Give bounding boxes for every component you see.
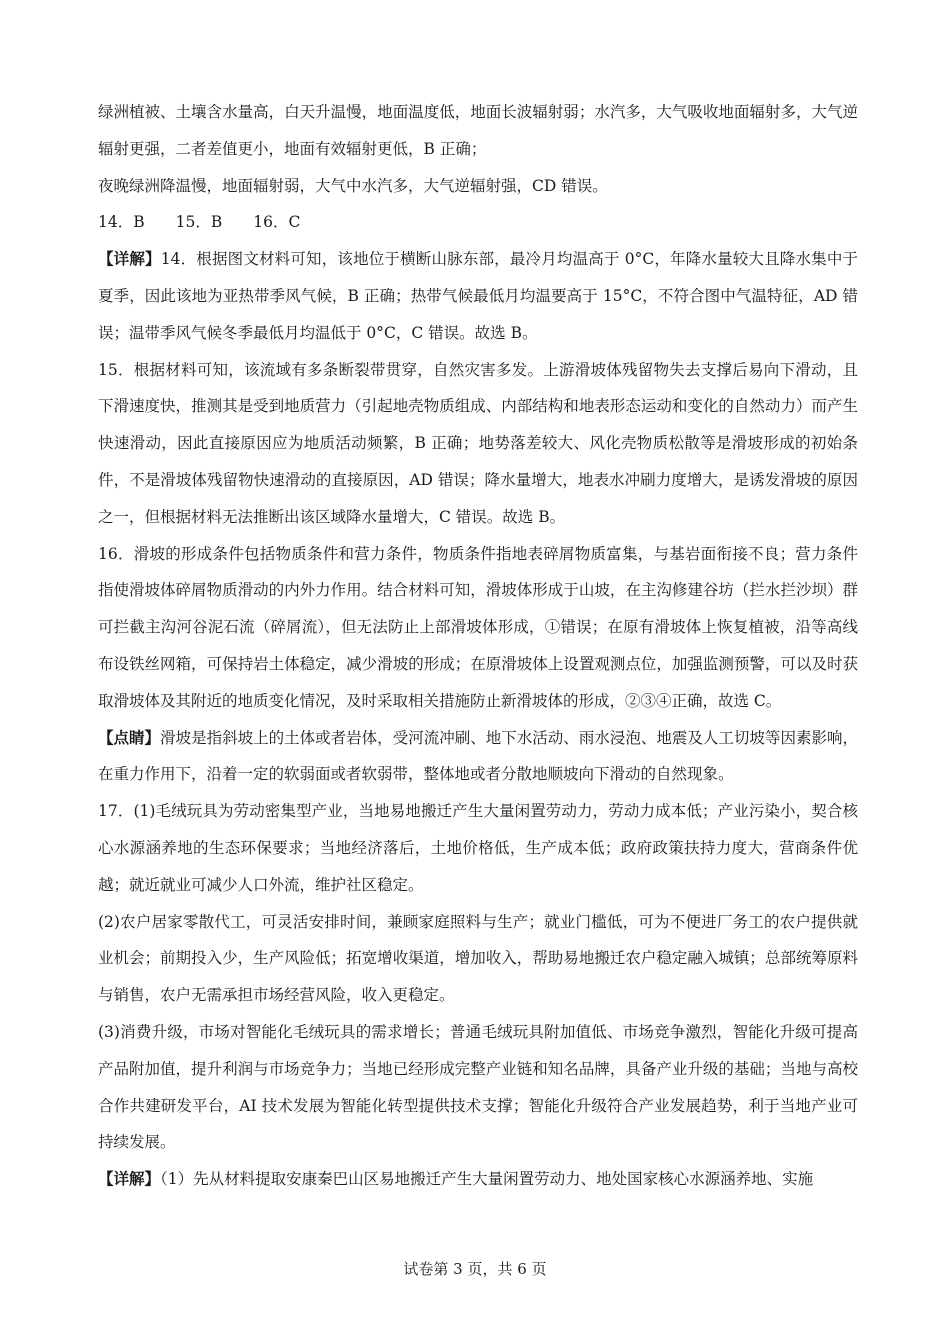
- paragraph-text: （1）先从材料提取安康秦巴山区易地搬迁产生大量闲置劳动力、地处国家核心水源涵养地、实施: [160, 1170, 814, 1189]
- paragraph: [98, 536, 858, 720]
- paragraph: [98, 904, 858, 1014]
- page-footer: 试卷第 3 页，共 6 页: [403, 1260, 547, 1278]
- paragraph-tag: 【点睛】: [98, 727, 161, 747]
- paragraph-text: (2)农户居家零散代工，可灵活安排时间，兼顾家庭照料与生产；就业门槛低，可为不便进厂务工的农户提供就业机会；前期投入少，生产风险低；拓宽增收渠道，增加收入，帮助易地搬迁农户稳定融入城镇；总部统筹原料与销售，农户无需承担市场经营风险，收入更稳定。: [98, 912, 858, 1005]
- paragraph: [98, 720, 858, 794]
- paragraph-text: (3)消费升级，市场对智能化毛绒玩具的需求增长；普通毛绒玩具附加值低、市场竞争激烈，智能化升级可提高产品附加值，提升利润与市场竞争力；当地已经形成完整产业链和知名品牌，具备产业升级的基础；当地与高校合作共建研发平台，AI 技术发展为智能化转型提供技术支撑；智能化升级符合产业发展趋势，利于当地产业可持续发展。: [98, 1022, 858, 1152]
- paragraph-text: 17．(1)毛绒玩具为劳动密集型产业，当地易地搬迁产生大量闲置劳动力，劳动力成本低；产业污染小，契合核心水源涵养地的生态环保要求；当地经济落后，土地价格低，生产成本低；政府政策扶持力度大，营商条件优越；就近就业可减少人口外流，维护社区稳定。: [98, 802, 858, 894]
- paragraph: [98, 168, 858, 205]
- paragraph-text: 夜晚绿洲降温慢，地面辐射弱，大气中水汽多，大气逆辐射强，CD 错误。: [98, 176, 608, 195]
- paragraph: [98, 352, 858, 536]
- paragraph-text: 14．B 15．B 16．C: [98, 213, 301, 232]
- paragraph-tag: 【详解】: [98, 249, 161, 269]
- paragraph-text: 滑坡是指斜坡上的土体或者岩体，受河流冲刷、地下水活动、雨水浸泡、地震及人工切坡等因素影响，在重力作用下，沿着一定的软弱面或者软弱带，整体地或者分散地顺坡向下滑动的自然现象。: [98, 728, 858, 784]
- paragraph: [98, 94, 858, 168]
- paragraph-text: 绿洲植被、土壤含水量高，白天升温慢，地面温度低，地面长波辐射弱；水汽多，大气吸收地面辐射多，大气逆辐射更强，二者差值更小，地面有效辐射更低，B 正确；: [98, 103, 858, 158]
- paragraph-text: 15．根据材料可知，该流域有多条断裂带贯穿，自然灾害多发。上游滑坡体残留物失去支撑后易向下滑动，且下滑速度快，推测其是受到地质营力（引起地壳物质组成、内部结构和地表形态运动和变化的自然动力）而产生快速滑动，因此直接原因应为地质活动频繁，B 正确；地势落差较大、风化壳物质松散等是滑坡形成的初始条件，不是滑坡体残留物快速滑动的直接原因，AD 错误；降水量增大，地表水冲刷力度增大，是诱发滑坡的原因之一，但根据材料无法推断出该区域降水量增大，C 错误。故选 B。: [98, 360, 858, 526]
- paragraph: [98, 241, 858, 351]
- paragraph: [98, 1014, 858, 1161]
- paragraph-tag: 【详解】: [98, 1169, 161, 1189]
- document-body: [98, 94, 858, 1198]
- answer-line: [98, 204, 858, 241]
- paragraph: [98, 1161, 858, 1198]
- paragraph-text: 14．根据图文材料可知，该地位于横断山脉东部，最冷月均温高于 0°C，年降水量较大且降水集中于夏季，因此该地为亚热带季风气候，B 正确；热带气候最低月均温要高于 15°C，不符合图中气温特征，AD 错误；温带季风气候冬季最低月均温低于 0°C，C 错误。故选 B。: [98, 250, 858, 342]
- paragraph-text: 16．滑坡的形成条件包括物质条件和营力条件，物质条件指地表碎屑物质富集，与基岩面衔接不良；营力条件指使滑坡体碎屑物质滑动的内外力作用。结合材料可知，滑坡体形成于山坡，在主沟修建谷坊（拦水拦沙坝）群可拦截主沟河谷泥石流（碎屑流），但无法防止上部滑坡体形成，①错误；在原有滑坡体上恢复植被，沿等高线布设铁丝网箱，可保持岩土体稳定，减少滑坡的形成；在原滑坡体上设置观测点位，加强监测预警，可以及时获取滑坡体及其附近的地质变化情况，及时采取相关措施防止新滑坡体的形成，②③④正确，故选 C。: [98, 544, 858, 710]
- paragraph: [98, 793, 858, 903]
